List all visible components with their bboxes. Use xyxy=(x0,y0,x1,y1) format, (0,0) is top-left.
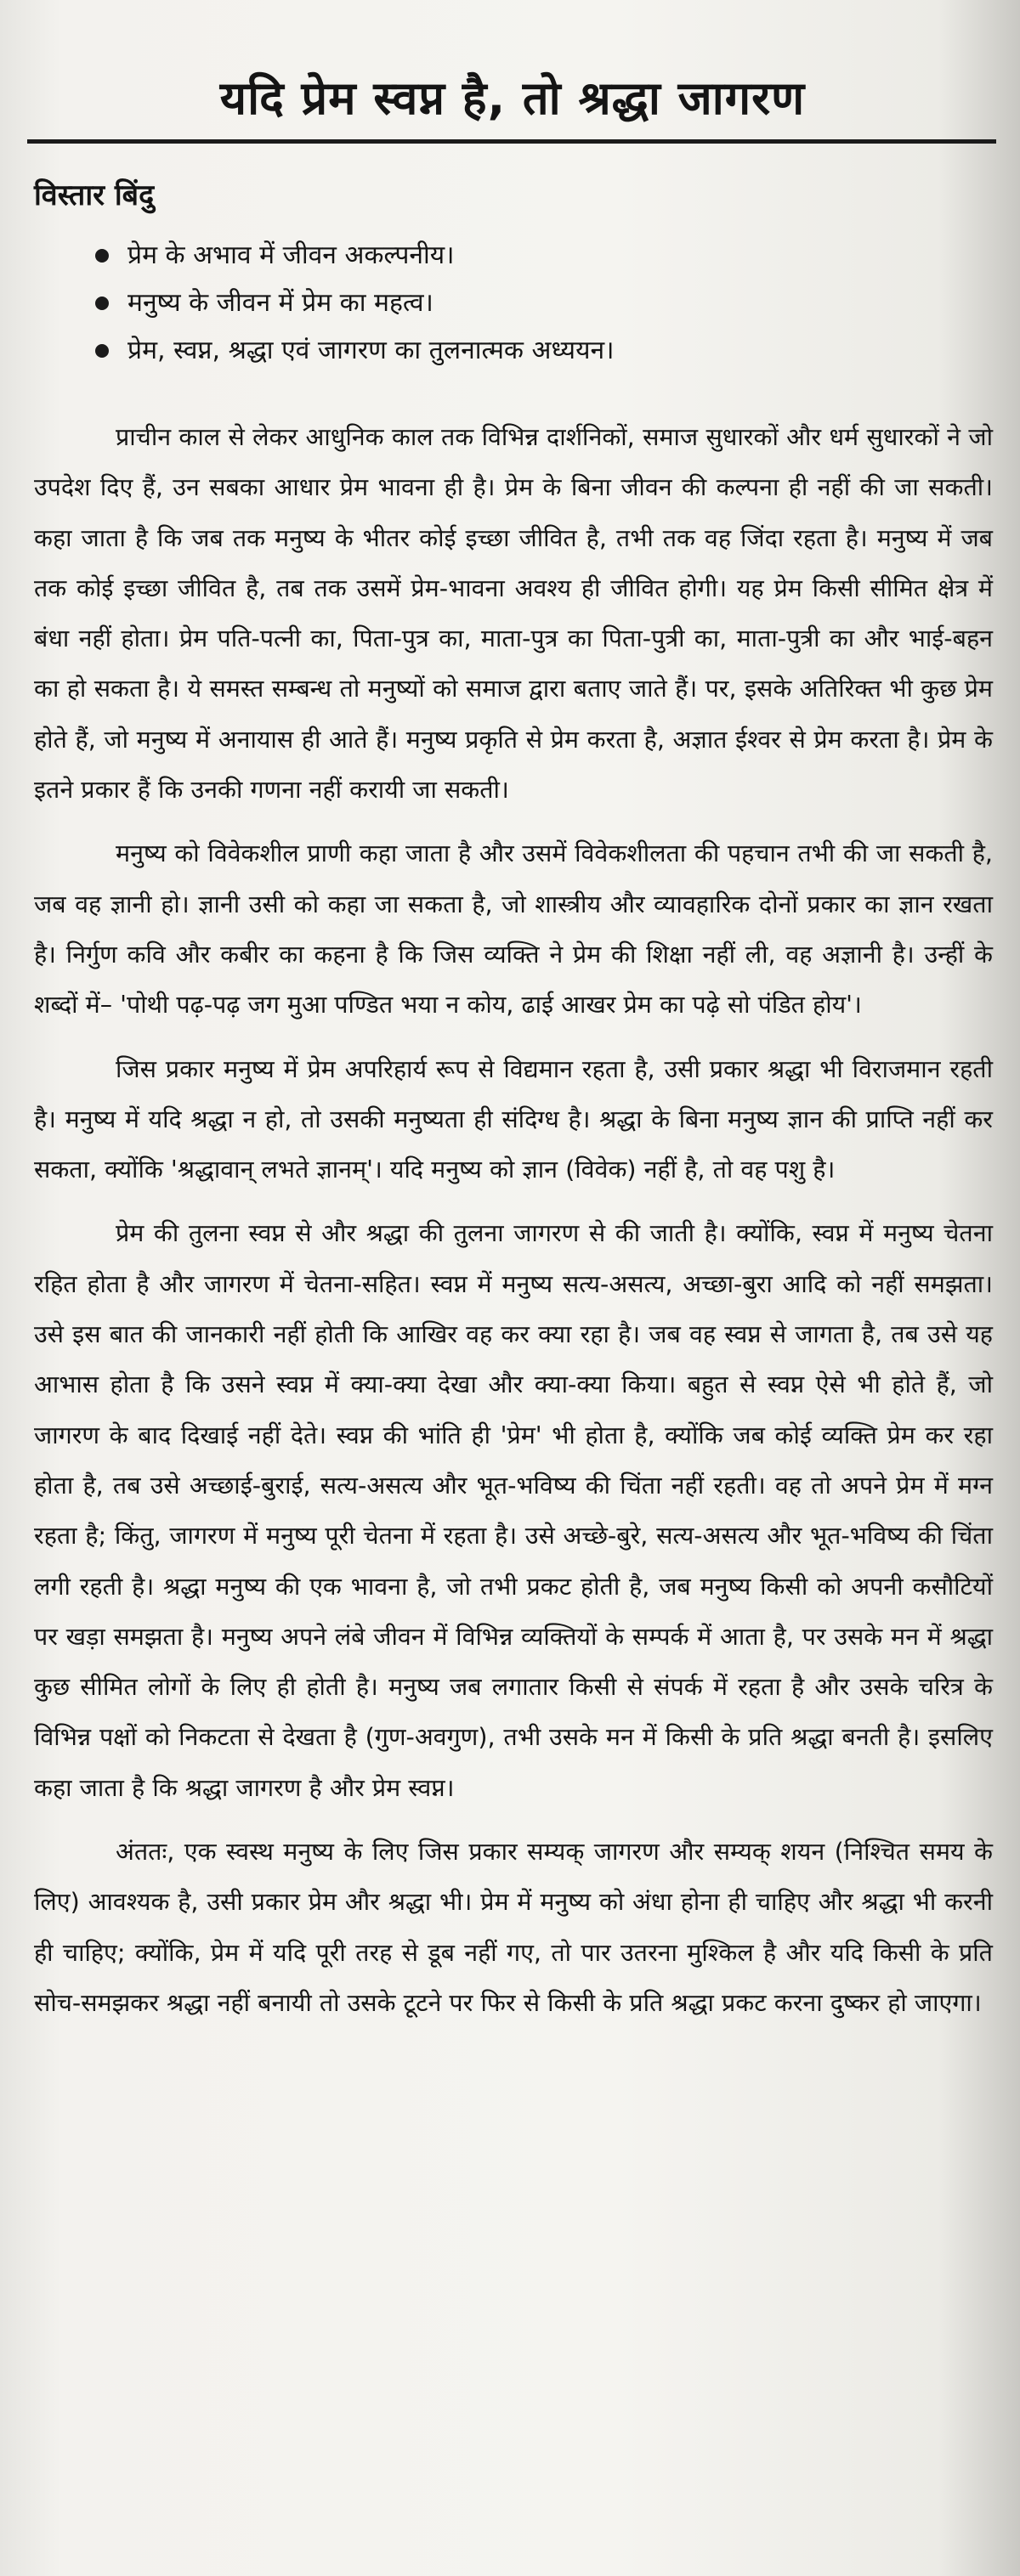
title-block xyxy=(24,49,1001,153)
bullet-icon xyxy=(95,344,109,358)
outline-point-text: प्रेम, स्वप्न, श्रद्धा एवं जागरण का तुलनात्मक अध्ययन। xyxy=(128,336,615,365)
page-title: यदि प्रेम स्वप्न है, तो श्रद्धा जागरण xyxy=(219,71,806,125)
paragraph-intro: प्राचीन काल से लेकर आधुनिक काल तक विभिन्न दार्शनिकों, समाज सुधारकों और धर्म सुधारकों ने जो उपदेश दिए हैं, उन सबका आधार प्रेम भावना ही है। प्रेम के बिना जीवन की कल्पना ही नहीं की जा सकती। कहा जाता है कि जब तक मनुष्य के भीतर कोई इच्छा जीवित है, तभी तक वह जिंदा रहता है। मनुष्य में जब तक कोई इच्छा जीवित है, तब तक उसमें प्रेम-भावना अवश्य ही जीवित होगी। यह प्रेम किसी सीमित क्षेत्र में बंधा नहीं होता। प्रेम पति-पत्नी का, पिता-पुत्र का, माता-पुत्र का पिता-पुत्री का, माता-पुत्री का और भाई-बहन का हो सकता है। ये समस्त सम्बन्ध तो मनुष्यों को समाज द्वारा बताए जाते हैं। पर, इसके अतिरिक्त भी कुछ प्रेम होते हैं, जो मनुष्य में अनायास ही आते हैं। मनुष्य प्रकृति से प्रेम करता है, अज्ञात ईश्वर से प्रेम करता है। प्रेम के इतने प्रकार हैं कि उनकी गणना नहीं करायी जा सकती। xyxy=(34,422,993,805)
outline-point xyxy=(95,280,978,327)
paragraph-wisdom: मनुष्य को विवेकशील प्राणी कहा जाता है और उसमें विवेकशीलता की पहचान तभी की जा सकती है, जब वह ज्ञानी हो। ज्ञानी उसी को कहा जा सकता है, जो शास्त्रीय और व्यावहारिक दोनों प्रकार का ज्ञान रखता है। निर्गुण कवि और कबीर का कहना है कि जिस व्यक्ति ने प्रेम की शिक्षा नहीं ली, वह अज्ञानी है। उन्हीं के शब्दों में– 'पोथी पढ़-पढ़ जग मुआ पण्डित भया न कोय, ढाई आखर प्रेम का पढ़े सो पंडित होय'। xyxy=(34,839,993,1020)
outline-section xyxy=(34,174,978,375)
outline-point xyxy=(95,327,978,375)
bullet-icon xyxy=(95,249,109,263)
essay-body xyxy=(34,412,993,2042)
outline-point xyxy=(95,232,978,280)
paragraph-shraddha: जिस प्रकार मनुष्य में प्रेम अपरिहार्य रूप से विद्यमान रहता है, उसी प्रकार श्रद्धा भी विराजमान रहती है। मनुष्य में यदि श्रद्धा न हो, तो उसकी मनुष्यता ही संदिग्ध है। श्रद्धा के बिना मनुष्य ज्ञान की प्राप्ति नहीं कर सकता, क्योंकि 'श्रद्धावान् लभते ज्ञानम्'। यदि मनुष्य को ज्ञान (विवेक) नहीं है, तो वह पशु है। xyxy=(34,1054,993,1184)
bullet-icon xyxy=(95,297,109,310)
outline-point-text: मनुष्य के जीवन में प्रेम का महत्व। xyxy=(128,288,434,318)
outline-heading: विस्तार बिंदु xyxy=(34,178,155,212)
outline-list xyxy=(34,232,978,375)
title-underline xyxy=(27,139,996,144)
paragraph-comparison: प्रेम की तुलना स्वप्न से और श्रद्धा की तुलना जागरण से की जाती है। क्योंकि, स्वप्न में मनुष्य चेतना रहित होता है और जागरण में चेतना-सहित। स्वप्न में मनुष्य सत्य-असत्य, अच्छा-बुरा आदि को नहीं समझता। उसे इस बात की जानकारी नहीं होती कि आखिर वह कर क्या रहा है। जब वह स्वप्न से जागता है, तब उसे यह आभास होता है कि उसने स्वप्न में क्या-क्या देखा और क्या-क्या किया। बहुत से स्वप्न ऐसे भी होते हैं, जो जागरण के बाद दिखाई नहीं देते। स्वप्न की भांति ही 'प्रेम' भी होता है, क्योंकि जब कोई व्यक्ति प्रेम कर रहा होता है, तब उसे अच्छाई-बुराई, सत्य-असत्य और भूत-भविष्य की चिंता नहीं रहती। वह तो अपने प्रेम में मग्न रहता है; किंतु, जागरण में मनुष्य पूरी चेतना में रहता है। उसे अच्छे-बुरे, सत्य-असत्य और भूत-भविष्य की चिंता लगी रहती है। श्रद्धा मनुष्य की एक भावना है, जो तभी प्रकट होती है, जब मनुष्य किसी को अपनी कसौटियों पर खड़ा समझता है। मनुष्य अपने लंबे जीवन में विभिन्न व्यक्तियों के सम्पर्क में आता है, पर उसके मन में श्रद्धा कुछ सीमित लोगों के लिए ही होती है। मनुष्य जब लगातार किसी से संपर्क में रहता है और उसके चरित्र के विभिन्न पक्षों को निकटता से देखता है (गुण-अवगुण), तभी उसके मन में किसी के प्रति श्रद्धा बनती है। इसलिए कहा जाता है कि श्रद्धा जागरण है और प्रेम स्वप्न। xyxy=(34,1218,993,1802)
outline-point-text: प्रेम के अभाव में जीवन अकल्पनीय। xyxy=(128,240,455,270)
paragraph-conclusion: अंततः, एक स्वस्थ मनुष्य के लिए जिस प्रकार सम्यक् जागरण और सम्यक् शयन (निश्चित समय के लिए) आवश्यक है, उसी प्रकार प्रेम और श्रद्धा भी। प्रेम में मनुष्य को अंधा होना ही चाहिए और श्रद्धा भी करनी ही चाहिए; क्योंकि, प्रेम में यदि पूरी तरह से डूब नहीं गए, तो पार उतरना मुश्किल है और यदि किसी के प्रति सोच-समझकर श्रद्धा नहीं बनायी तो उसके टूटने पर फिर से किसी के प्रति श्रद्धा प्रकट करना दुष्कर हो जाएगा। xyxy=(34,1837,993,2017)
